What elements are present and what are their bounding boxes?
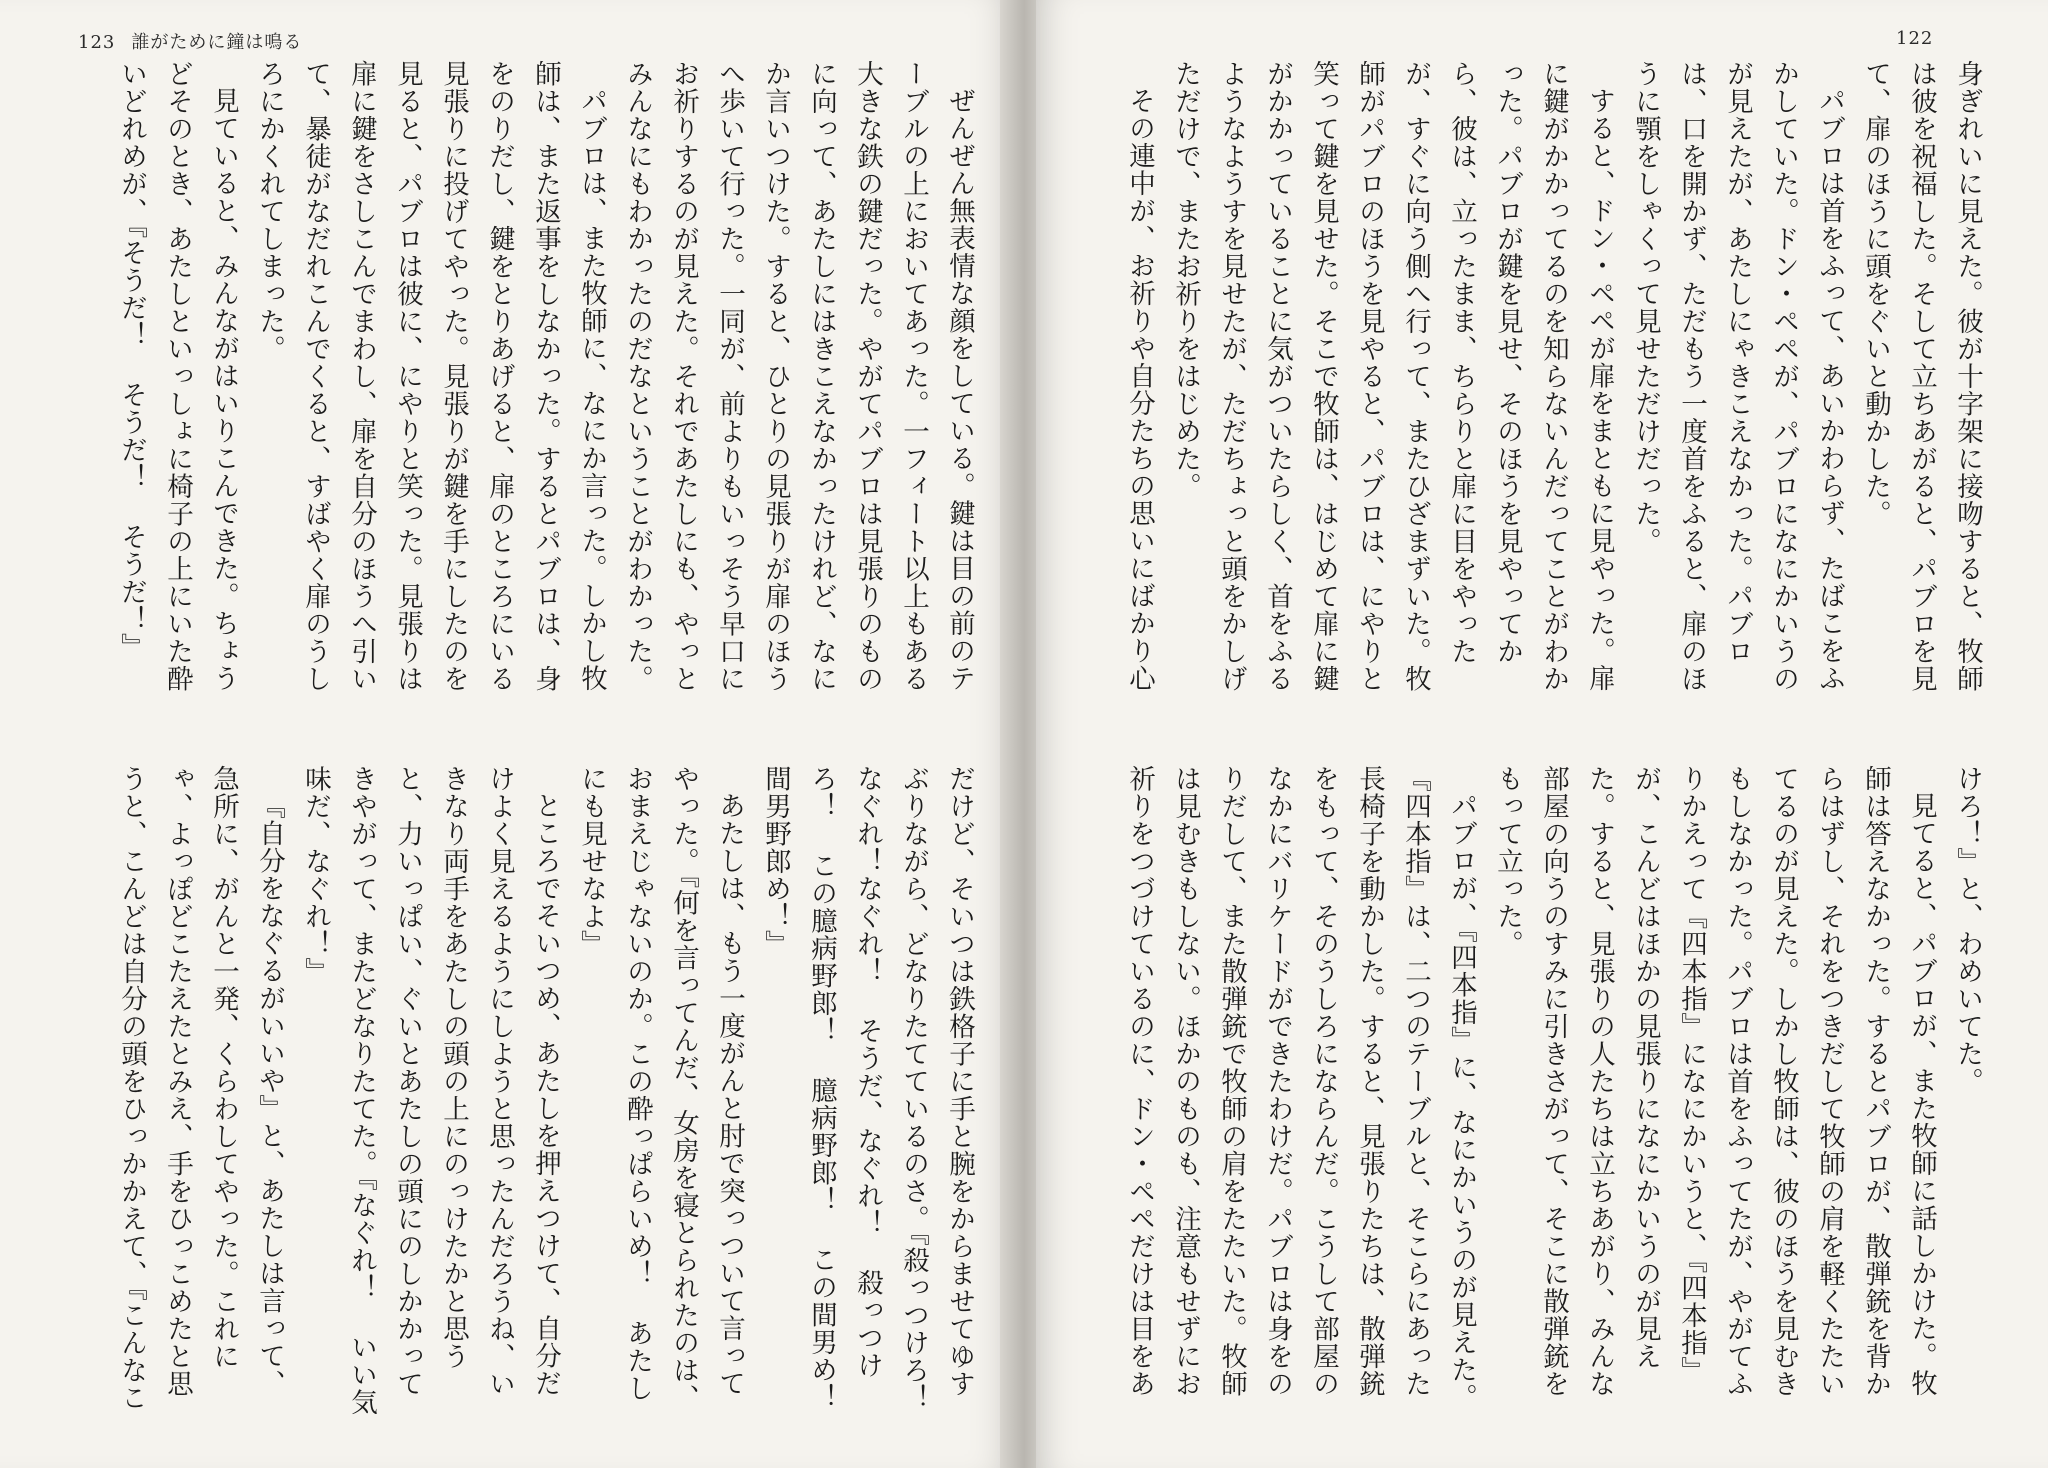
right-bottom-text-block — [1110, 765, 1990, 1420]
right-page-number: 122 — [1896, 28, 1934, 49]
paragraph: だけど、そいつは鉄格子に手と腕をからませてゆすぶりながら、どなりたてているのさ。『殺っつけろ！ なぐれ！なぐれ！ そうだ、なぐれ！ 殺っつけろ！ この臆病野郎！ 臆病野郎！ この間男め！ 間男野郎め！』 — [760, 765, 975, 1412]
right-page-header — [1896, 28, 1933, 49]
paragraph: ぜんぜん無表情な顔をしている。鍵は目の前のテーブルの上においてあった。一フィート以上もある大きな鉄の鍵だった。やがてパブロは見張りのものに向って、あたしにはきこえなかったけれど、なにか言いつけた。すると、ひとりの見張りが扉のほうへ歩いて行った。一同が、前よりもいっそう早口にお祈りするのが見えた。それであたしにも、やっとみんなにもわかったのだなということがわかった。 — [622, 60, 975, 693]
right-top-text-block — [1110, 60, 1990, 715]
right-page — [1036, 0, 2048, 1468]
left-page-number: 123 — [78, 32, 116, 53]
left-bottom-text-block — [102, 765, 982, 1420]
paragraph: 見ていると、みんながはいりこんできた。ちょうどそのとき、あたしといっしょに椅子の上にいた酔いどれめが、『そうだ！ そうだ！ そうだ！』 — [116, 60, 239, 693]
paragraph: ところでそいつめ、あたしを押えつけて、自分だけよく見えるようにしようと思ったんだろうね、いきなり両手をあたしの頭の上にのっけたかと思うと、力いっぱい、ぐいとあたしの頭にのしかかってきやがって、またどなりたてた。『なぐれ！ いい気味だ、なぐれ！』 — [300, 765, 561, 1417]
paragraph: あたしは、もう一度がんと肘で突っついて言ってやった。『何を言ってんだ、女房を寝とられたのは、おまえじゃないのか。この酔っぱらいめ！ あたしにも見せなよ』 — [576, 765, 745, 1412]
paragraph: その連中が、お祈りや自分たちの思いにばかり心 — [1124, 86, 1155, 692]
paragraph: パブロは首をふって、あいかわらず、たばこをふかしていた。ドン・ペペが、パブロになにかいうのが見えたが、あたしにゃきこえなかった。パブロは、口を開かず、ただもう一度首をふると、扉のほうに顎をしゃくって見せただけだった。 — [1630, 60, 1845, 693]
left-top-text-block — [102, 60, 982, 715]
running-title: 誰がために鐘は鳴る — [131, 32, 303, 53]
paragraph: すると、ドン・ペペが扉をまともに見やった。扉に鍵がかかってるのを知らないんだってことがわかった。パブロが鍵を見せ、そのほうを見やってから、彼は、立ったまま、ちらりと扉に目をやったが、すぐに向う側へ行って、またひざまずいた。牧師がパブロのほうを見やると、パブロは、にやりと笑って鍵を見せた。そこで牧師は、はじめて扉に鍵がかかっていることに気がついたらしく、首をふるようなようすを見せたが、ただちょっと頭をかしげただけで、またお祈りをはじめた。 — [1170, 60, 1615, 693]
paragraph: 『自分をなぐるがいいや』と、あたしは言って、急所に、がんと一発、くらわしてやった。これにゃ、よっぽどこたえたとみえ、手をひっこめたと思うと、こんどは自分の頭をひっかかえて、『こんなこ — [116, 765, 285, 1412]
paragraph: パブロは、また牧師に、なにか言った。しかし牧師は、また返事をしなかった。するとパブロは、身をのりだし、鍵をとりあげると、扉のところにいる見張りに投げてやった。見張りが鍵を手にしたのを見ると、パブロは彼に、にやりと笑った。見張りは扉に鍵をさしこんでまわし、扉を自分のほうへ引いて、暴徒がなだれこんでくると、すばやく扉のうしろにかくれてしまった。 — [254, 60, 607, 693]
paragraph: 見てると、パブロが、また牧師に話しかけた。牧師は答えなかった。するとパブロが、散弾銃を背からはずし、それをつきだして牧師の肩を軽くたたいてるのが見えた。しかし牧師は、彼のほうを見むきもしなかった。パブロは首をふってたが、やがてふりかえって『四本指』になにかいうと、『四本指』が、こんどはほかの見張りになにかいうのが見えた。すると、見張りの人たちは立ちあがり、みんな部屋の向うのすみに引きさがって、そこに散弾銃をもって立った。 — [1492, 765, 1937, 1398]
paragraph: パブロが、『四本指』に、なにかいうのが見えた。『四本指』は、二つのテーブルと、そこらにあった長椅子を動かした。すると、見張りたちは、散弾銃をもって、そのうしろにならんだ。こうして部屋のなかにバリケードができたわけだ。パブロは身をのりだして、また散弾銃で牧師の肩をたたいた。牧師は見むきもしない。ほかのものも、注意もせずにお祈りをつづけているのに、ドン・ペペだけは目をあ — [1124, 765, 1477, 1411]
left-page-header — [78, 28, 302, 54]
paragraph: けろ！』と、わめいてた。 — [1952, 765, 1983, 1095]
left-page — [0, 0, 1012, 1468]
paragraph: 身ぎれいに見えた。彼が十字架に接吻すると、牧師は彼を祝福した。そして立ちあがると、パブロを見て、扉のほうに頭をぐいと動かした。 — [1860, 60, 1983, 693]
